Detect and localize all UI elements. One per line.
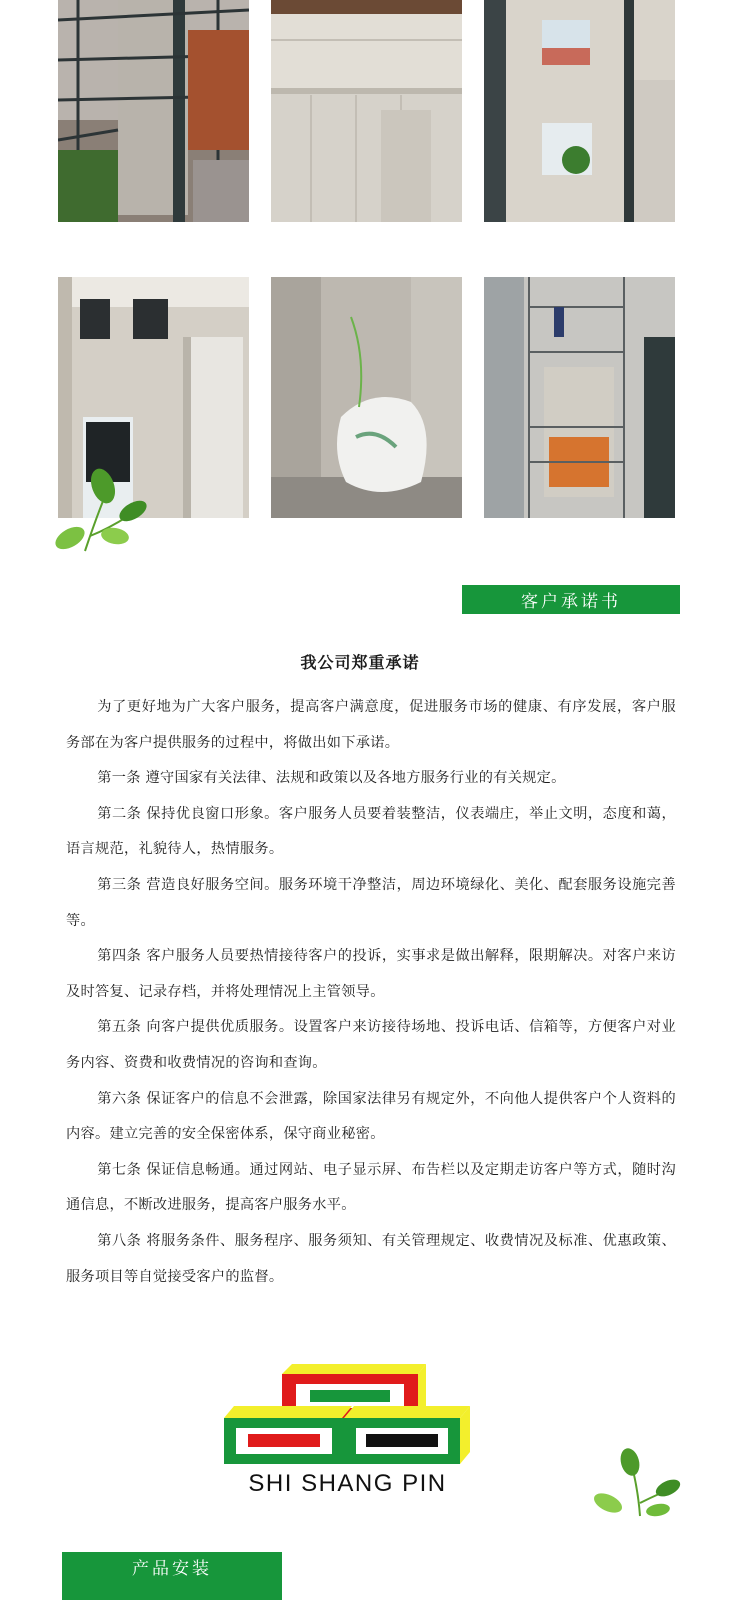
promise-paragraph: 第四条 客户服务人员要热情接待客户的投诉，实事求是做出解释，限期解决。对客户来访及时答复、记录存档，并将处理情况上主管领导。 [66, 948, 676, 1000]
photo-wall-window-openings [484, 0, 675, 222]
customer-promise-banner-label: 客户承诺书 [521, 592, 621, 612]
promise-paragraph: 第二条 保持优良窗口形象。客户服务人员要着装整洁，仪表端庄，举止文明，态度和蔼，语言规范，礼貌待人，热情服务。 [66, 805, 676, 858]
customer-promise-banner [462, 585, 680, 614]
photo-steel-frame-wall [58, 0, 249, 222]
promise-paragraph: 第八条 将服务条件、服务程序、服务须知、有关管理规定、收费情况及标准、优惠政策、服务项目等自觉接受客户的监督。 [66, 1232, 676, 1285]
leaf-sprig-icon [590, 1448, 682, 1518]
promise-paragraph: 第七条 保证信息畅通。通过网站、电子显示屏、布告栏以及定期走访客户等方式，随时沟通信息，不断改进服务，提高客户服务水平。 [66, 1161, 676, 1214]
promise-paragraph: 第一条 遵守国家有关法律、法规和政策以及各地方服务行业的有关规定。 [97, 770, 566, 787]
photo-interior-panel-wall [271, 0, 462, 222]
promise-paragraph: 第五条 向客户提供优质服务。设置客户来访接待场地、投诉电话、信箱等，方便客户对业务内容、资费和收费情况的咨询和查询。 [66, 1019, 676, 1071]
promise-paragraph: 第三条 营造良好服务空间。服务环境干净整洁，周边环境绿化、美化、配套服务设施完善等。 [66, 876, 676, 929]
photo-wall-with-bag [271, 277, 462, 518]
promise-paragraph: 第六条 保证客户的信息不会泄露，除国家法律另有规定外，不向他人提供客户个人资料的内容。建立完善的安全保密体系，保守商业秘密。 [66, 1090, 676, 1143]
leaf-sprig-icon [55, 466, 150, 554]
promise-title: 我公司郑重承诺 [300, 653, 420, 672]
photo-scaffolding-wall [484, 277, 675, 518]
product-installation-banner [62, 1552, 282, 1600]
product-installation-banner-label: 产品安装 [132, 1559, 212, 1579]
promise-paragraph: 为了更好地为广大客户服务，提高客户满意度，促进服务市场的健康、有序发展，客户服务部在为客户提供服务的过程中，将做出如下承诺。 [66, 699, 676, 751]
brand-logo-text: SHI SHANG PIN [248, 1470, 447, 1497]
promise-body [66, 690, 676, 1295]
